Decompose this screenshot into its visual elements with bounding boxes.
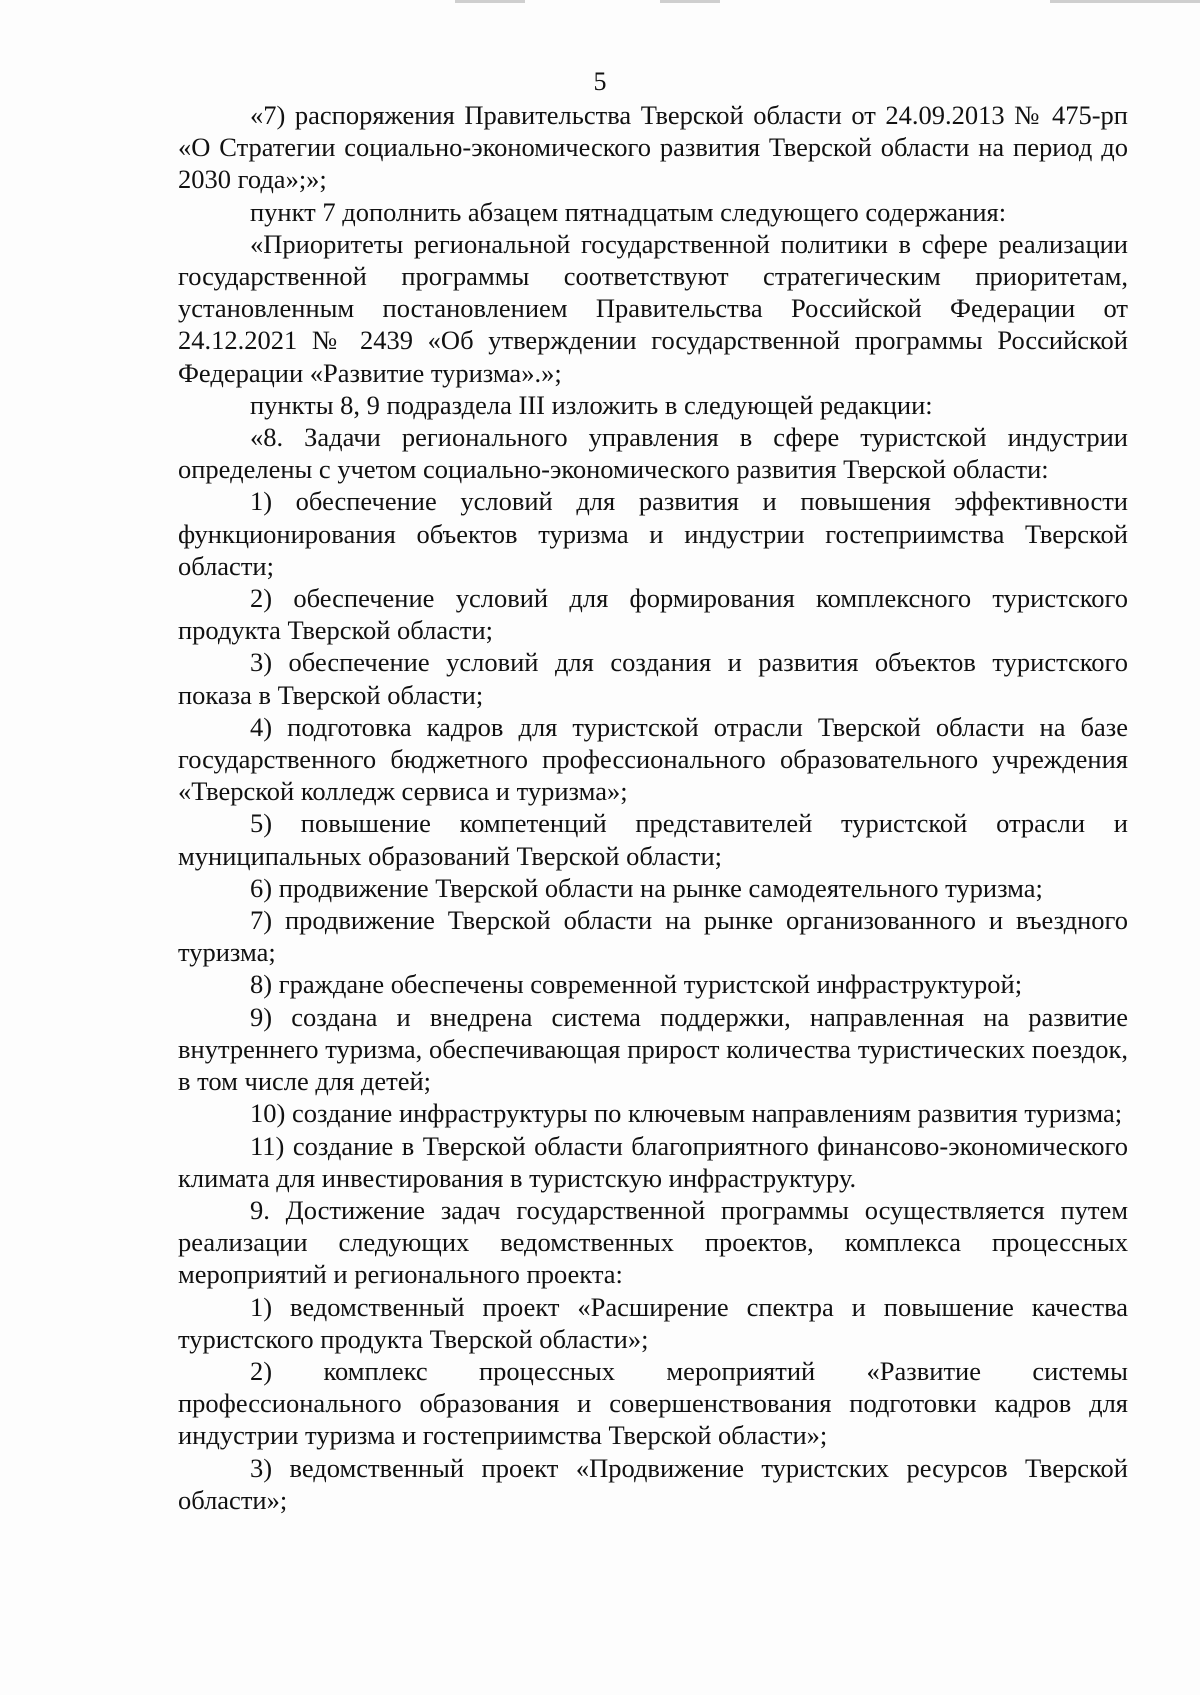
list-item: 11) создание в Тверской области благоприятного финансово-экономического климата для инвестирования в туристскую инфраструктуру.: [178, 1130, 1128, 1193]
paragraph: 9. Достижение задач государственной программы осуществляется путем реализации следующих ведомственных проектов, комплекса процессных мероприятий и регионального проекта:: [178, 1194, 1128, 1290]
paragraph: «Приоритеты региональной государственной политики в сфере реализации государственной программы соответствуют стратегическим приоритетам, установленным постановлением Правительства Российской Федерации от 24.12.2021 № 2439 «Об утверждении государственной программы Российской Федерации «Развитие туризма».»;: [178, 228, 1128, 388]
list-item: 9) создана и внедрена система поддержки, направленная на развитие внутреннего туризма, обеспечивающая прирост количества туристических поездок, в том числе для детей;: [178, 1001, 1128, 1097]
list-item: 3) ведомственный проект «Продвижение туристских ресурсов Тверской области»;: [178, 1452, 1128, 1515]
paragraph: пункты 8, 9 подраздела III изложить в следующей редакции:: [250, 389, 933, 420]
scan-artifact: [1050, 0, 1200, 3]
list-item: 2) обеспечение условий для формирования комплексного туристского продукта Тверской области;: [178, 583, 1128, 646]
document-body: [178, 99, 1128, 1516]
list-item: 8) граждане обеспечены современной туристской инфраструктурой;: [250, 969, 1023, 1000]
list-item: 3) обеспечение условий для создания и развития объектов туристского показа в Тверской области;: [178, 647, 1128, 710]
list-item: 1) ведомственный проект «Расширение спектра и повышение качества туристского продукта Тверской области»;: [178, 1291, 1128, 1354]
list-item: 1) обеспечение условий для развития и повышения эффективности функционирования объектов туризма и индустрии гостеприимства Тверской области;: [178, 486, 1128, 581]
paragraph: «7) распоряжения Правительства Тверской области от 24.09.2013 № 475-рп «О Стратегии социально-экономического развития Тверской области на период до 2030 года»;»;: [178, 100, 1128, 195]
list-item: 5) повышение компетенций представителей туристской отрасли и муниципальных образований Тверской области;: [178, 808, 1128, 871]
page-number: 5: [593, 67, 607, 96]
scan-artifact: [455, 0, 525, 3]
paragraph: пункт 7 дополнить абзацем пятнадцатым следующего содержания:: [250, 196, 1007, 227]
list-item: 6) продвижение Тверской области на рынке самодеятельного туризма;: [250, 872, 1043, 903]
list-item: 10) создание инфраструктуры по ключевым направлениям развития туризма;: [250, 1098, 1123, 1129]
list-item: 2) комплекс процессных мероприятий «Развитие системы профессионального образования и совершенствования подготовки кадров для индустрии туризма и гостеприимства Тверской области»;: [178, 1355, 1128, 1451]
list-item: 7) продвижение Тверской области на рынке организованного и въездного туризма;: [178, 905, 1128, 968]
list-item: 4) подготовка кадров для туристской отрасли Тверской области на базе государственного бюджетного профессионального образовательного учреждения «Тверской колледж сервиса и туризма»;: [178, 711, 1128, 807]
paragraph: «8. Задачи регионального управления в сфере туристской индустрии определены с учетом социально-экономического развития Тверской области:: [178, 422, 1128, 485]
scan-artifact: [660, 0, 720, 3]
